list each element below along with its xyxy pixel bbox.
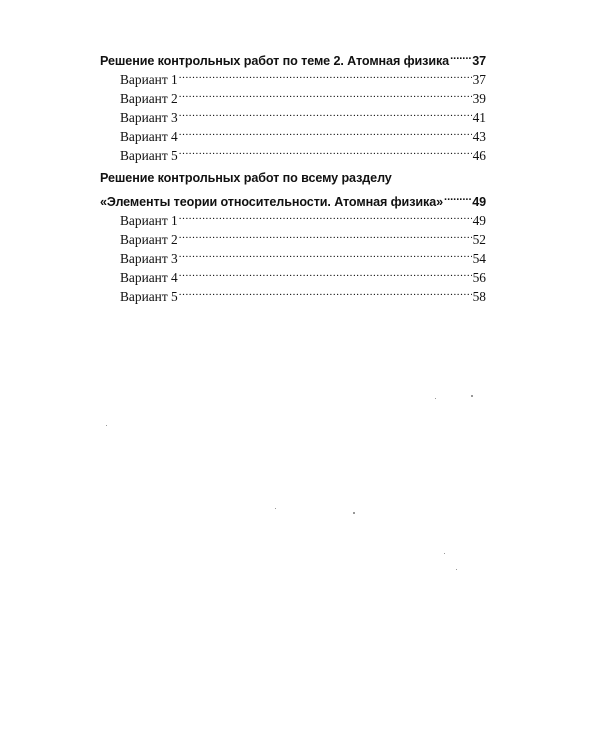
dot-leader [179, 282, 472, 301]
toc-entry-label: Вариант 3 [120, 110, 178, 125]
dot-leader [179, 65, 472, 84]
dot-leader [179, 103, 472, 122]
toc-entry-label: Вариант 5 [120, 289, 178, 304]
scan-speck [456, 569, 457, 570]
dot-leader [179, 206, 472, 225]
toc-entry-page: 39 [472, 91, 486, 106]
toc-entry-label: Вариант 4 [120, 270, 178, 285]
dot-leader [179, 263, 472, 282]
scan-speck [435, 398, 436, 399]
toc-heading-title: Решение контрольных работ по теме 2. Атомная физика [100, 54, 450, 68]
dot-leader [179, 122, 472, 141]
toc-section [100, 46, 486, 163]
toc-entry-label: Вариант 1 [120, 72, 178, 87]
dot-leader [179, 244, 472, 263]
toc-entry-page: 41 [472, 110, 486, 125]
toc-entry-page: 58 [472, 289, 486, 304]
toc-entry-label: Вариант 1 [120, 213, 178, 228]
toc-entry-page: 56 [472, 270, 486, 285]
toc-heading-title-line: Решение контрольных работ по всему разделу [100, 171, 392, 185]
dot-leader [179, 225, 472, 244]
toc-section-heading-line [100, 169, 486, 187]
toc-entry-page: 46 [472, 148, 486, 163]
toc-entry-label: Вариант 5 [120, 148, 178, 163]
toc-entry-label: Вариант 3 [120, 251, 178, 266]
scan-speck [353, 512, 355, 514]
toc-entry-page: 43 [472, 129, 486, 144]
toc-section [100, 169, 486, 304]
dot-leader [450, 46, 471, 65]
scan-speck [275, 508, 276, 509]
scan-speck [106, 425, 107, 426]
toc-entry-label: Вариант 2 [120, 232, 178, 247]
toc-entry-page: 49 [472, 213, 486, 228]
scan-speck [444, 553, 445, 554]
toc-entry-page: 52 [472, 232, 486, 247]
toc-entry-label: Вариант 4 [120, 129, 178, 144]
toc-entry-page: 37 [472, 72, 486, 87]
toc-section-heading [100, 46, 486, 68]
toc-heading-title: «Элементы теории относительности. Атомная физика» [100, 195, 444, 209]
toc-entry-page: 54 [472, 251, 486, 266]
dot-leader [179, 84, 472, 103]
table-of-contents [100, 46, 486, 310]
toc-section-heading [100, 187, 486, 209]
dot-leader [444, 187, 471, 206]
dot-leader [179, 141, 472, 160]
scan-speck [471, 395, 473, 397]
toc-heading-page: 37 [472, 54, 486, 68]
toc-entry-label: Вариант 2 [120, 91, 178, 106]
toc-heading-page: 49 [472, 195, 486, 209]
